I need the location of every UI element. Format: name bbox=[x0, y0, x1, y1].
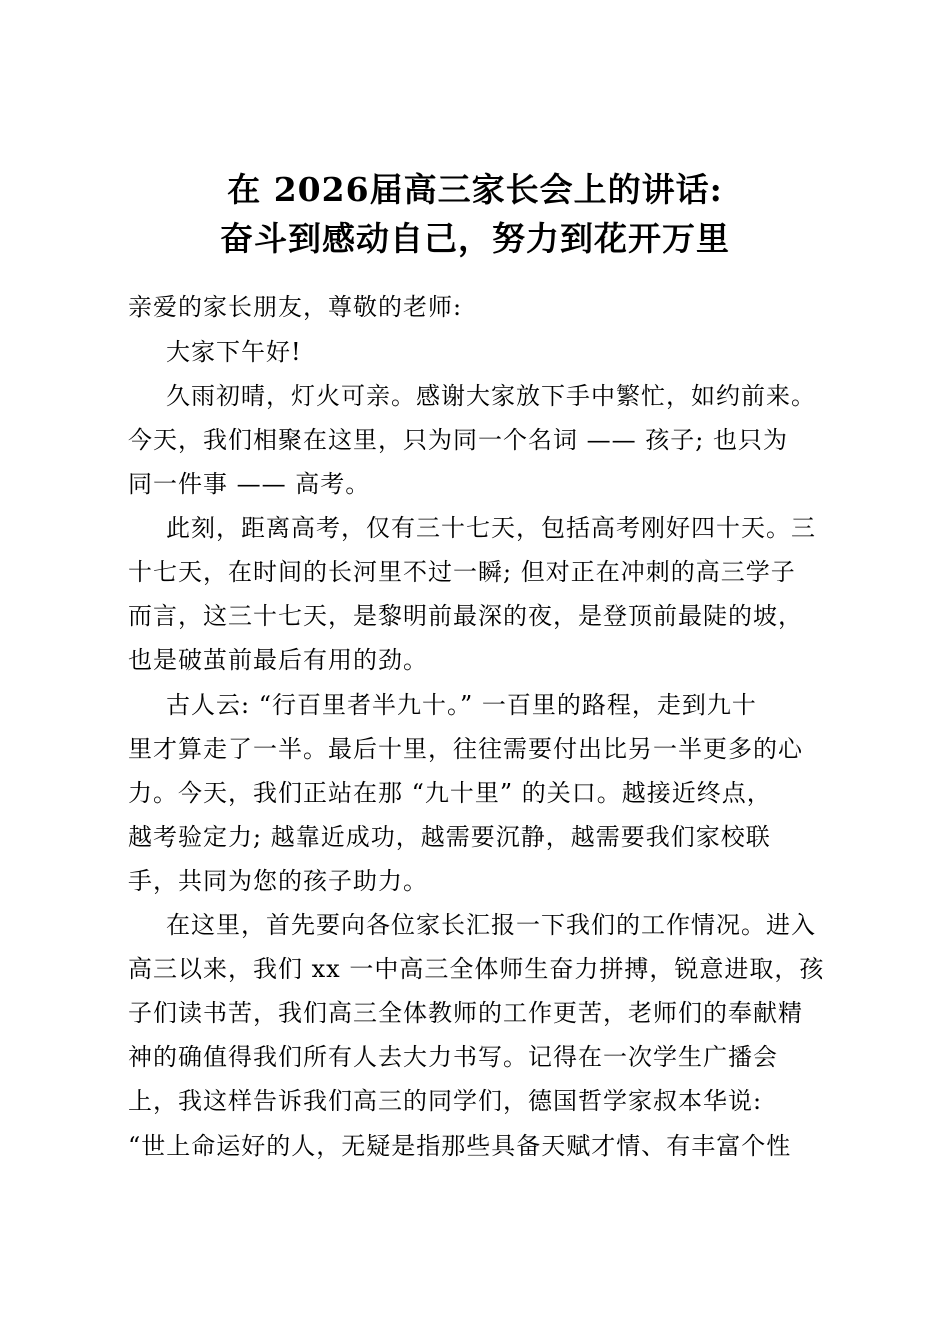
title-line-2: 奋斗到感动自己，努力到花开万里 bbox=[220, 219, 730, 258]
body-line: 力。今天，我们正站在那 “九十里” 的关口。越接近终点， bbox=[128, 779, 772, 807]
body-line: 也是破茧前最后有用的劲。 bbox=[128, 646, 428, 674]
body-line: 里才算走了一半。最后十里，往往需要付出比另一半更多的心 bbox=[128, 735, 803, 763]
body-line: 而言，这三十七天，是黎明前最深的夜，是登顶前最陡的坡， bbox=[128, 602, 803, 630]
body-line: 神的确值得我们所有人去大力书写。记得在一次学生广播会 bbox=[128, 1043, 778, 1071]
body-line: 在这里，首先要向各位家长汇报一下我们的工作情况。进入 bbox=[166, 911, 816, 939]
body-line: 手，共同为您的孩子助力。 bbox=[128, 867, 428, 895]
body-line: 上，我这样告诉我们高三的同学们，德国哲学家叔本华说: bbox=[128, 1087, 763, 1115]
salutation: 亲爱的家长朋友，尊敬的老师: bbox=[128, 293, 463, 321]
body-line: 古人云: “行百里者半九十。” 一百里的路程，走到九十 bbox=[166, 691, 757, 719]
body-line: 子们读书苦，我们高三全体教师的工作更苦，老师们的奉献精 bbox=[128, 999, 803, 1027]
greeting: 大家下午好! bbox=[166, 338, 302, 366]
body-line: 十七天，在时间的长河里不过一瞬; 但对正在冲刺的高三学子 bbox=[128, 558, 796, 586]
body-line: “世上命运好的人，无疑是指那些具备天赋才情、有丰富个性 bbox=[128, 1132, 792, 1160]
body-line: 同一件事 —— 高考。 bbox=[128, 470, 371, 498]
body-line: 高三以来，我们 xx 一中高三全体师生奋力拼搏，锐意进取，孩 bbox=[128, 955, 825, 983]
body-line: 此刻，距离高考，仅有三十七天，包括高考刚好四十天。三 bbox=[166, 514, 816, 542]
body-line: 今天，我们相聚在这里，只为同一个名词 —— 孩子; 也只为 bbox=[128, 426, 788, 454]
body-line: 久雨初晴，灯火可亲。感谢大家放下手中繁忙，如约前来。 bbox=[166, 382, 816, 410]
title-line-1: 在 2026届高三家长会上的讲话: bbox=[227, 170, 723, 209]
body-line: 越考验定力; 越靠近成功，越需要沉静，越需要我们家校联 bbox=[128, 823, 771, 851]
